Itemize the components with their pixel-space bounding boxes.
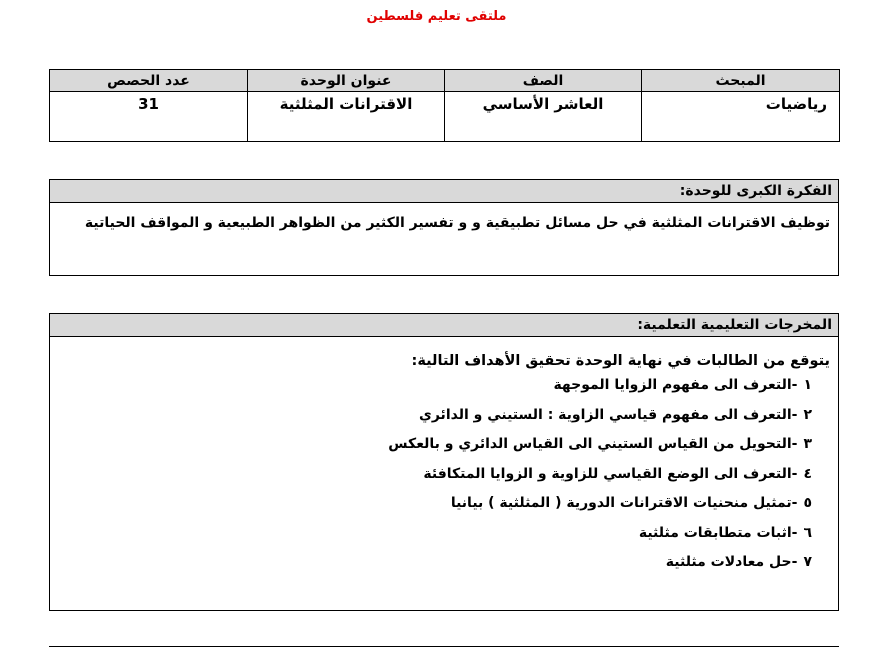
item-number: ٣	[803, 436, 812, 452]
item-text: -التعرف الى مفهوم الزوايا الموجهة	[553, 377, 798, 393]
list-item	[50, 371, 812, 401]
list-item	[50, 401, 812, 431]
outcomes-heading: المخرجات التعليمية التعلمية:	[50, 314, 838, 337]
outcomes-intro: يتوقع من الطالبات في نهاية الوحدة تحقيق الأهداف التالية:	[411, 353, 830, 369]
list-item	[50, 489, 812, 519]
big-idea-text: توظيف الاقترانات المثلثية في حل مسائل تطبيقية و و تفسير الكثير من الظواهر الطبيعية و المواقف الحياتية	[84, 215, 830, 231]
list-item	[50, 519, 812, 549]
info-value-row	[50, 92, 840, 142]
header-periods: عدد الحصص	[50, 70, 248, 92]
item-number: ٧	[803, 554, 812, 570]
list-item	[50, 548, 812, 578]
header-unit-title: عنوان الوحدة	[248, 70, 445, 92]
outcomes-box	[49, 313, 839, 611]
header-grade: الصف	[445, 70, 642, 92]
value-subject: رياضيات	[642, 92, 840, 142]
item-number: ٢	[803, 406, 812, 423]
value-unit-title: الاقترانات المثلثية	[248, 92, 445, 142]
info-header-row	[50, 70, 840, 92]
item-text: -التحويل من القياس الستيني الى القياس الدائري و بالعكس	[388, 436, 798, 452]
item-text: -التعرف الى الوضع القياسي للزاوية و الزوايا المتكافئة	[423, 465, 798, 482]
value-grade: العاشر الأساسي	[445, 92, 642, 142]
item-text: -التعرف الى مفهوم قياسي الزاوية : الستيني و الدائري	[419, 406, 798, 423]
page-title: ملتقى تعليم فلسطين	[366, 9, 507, 24]
item-text: -حل معادلات مثلثية	[665, 554, 798, 570]
unit-info-table	[49, 69, 840, 142]
big-idea-heading: الفكرة الكبرى للوحدة:	[50, 180, 838, 203]
header-subject: المبحث	[642, 70, 840, 92]
item-text: -تمثيل منحنيات الاقترانات الدورية ( المثلثية ) بيانيا	[450, 495, 798, 511]
item-number: ٤	[803, 465, 812, 482]
item-number: ١	[803, 377, 812, 393]
big-idea-box	[49, 179, 839, 276]
item-text: -اثبات متطابقات مثلثية	[638, 524, 798, 541]
outcomes-list	[50, 371, 838, 578]
item-number: ٦	[803, 524, 812, 541]
list-item	[50, 430, 812, 460]
value-periods: 31	[50, 92, 248, 142]
next-section-border	[49, 646, 839, 647]
item-number: ٥	[803, 495, 812, 511]
list-item	[50, 460, 812, 490]
